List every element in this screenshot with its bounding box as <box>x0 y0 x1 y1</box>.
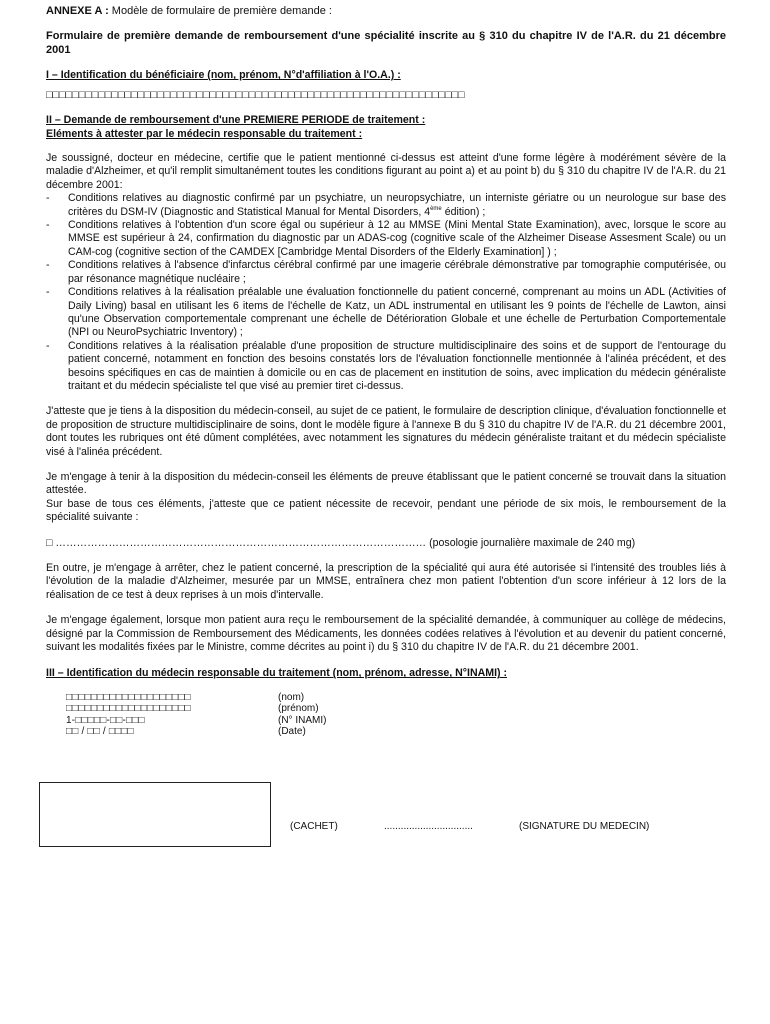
stamp-box[interactable] <box>39 782 271 847</box>
section1-heading: I – Identification du bénéficiaire (nom, prénom, N°d'affiliation à l'O.A.) : <box>46 69 401 82</box>
annexe-header <box>46 5 726 18</box>
communicate-paragraph: Je m'engage également, lorsque mon patient aura reçu le remboursement de la spécialité demandée, à communiquer au collège de médecins, désigné par la Commission de Remboursement des Médicaments, les données codées relatives à l'évolution et au devenir du patient concerné, suivant les modalités fixées par le Ministre, comme décrites au point i) du § 310 du chapitre IV de l'A.R. du 21 décembre 2001. <box>46 614 726 654</box>
condition-diagnosis-text: Conditions relatives au diagnostic confirmé par un psychiatre, un neuropsychiatre, un interniste gériatre ou un neurologue sur base des critères du DSM-IV (Diagnostic and Statistical Manual for Mental Disorders, 4 <box>68 192 726 218</box>
form-title: Formulaire de première demande de remboursement d'une spécialité inscrite au § 310 du chapitre IV de l'A.R. du 21 décembre 2001 <box>46 30 726 56</box>
cachet-label: (CACHET) <box>290 821 338 832</box>
speciality-field[interactable]: …………………………………………………………………………………………… <box>52 536 427 549</box>
label-firstname: (prénom) <box>278 703 319 715</box>
condition-infarct: - Conditions relatives à l'absence d'infarctus cérébral confirmé par une imagerie cérébrale démonstrative par tomographie computérisée, ou par résonance magnétique nucléaire ; <box>46 259 726 286</box>
annexe-label: ANNEXE A : <box>46 5 109 17</box>
document-page <box>46 5 726 740</box>
section3-heading: III – Identification du médecin responsable du traitement (nom, prénom, adresse, N°INAMI) : <box>46 667 508 680</box>
condition-mmse: - Conditions relatives à l'obtention d'un score égal ou supérieur à 12 au MMSE (Mini Mental State Examination), avec, lorsque le score au MMSE est supérieur à 24, confirmation du diagnostic par un ADAS-cog (cognitive scale of the Alzheimer Disease Assesment Scale) ou un CAM-cog (cognitive section of the CAMDEX [Cambridge Mental Disorders of the Elderly Examination] ) ; <box>46 219 726 259</box>
doctor-name-boxes[interactable]: □□□□□□□□□□□□□□□□□□□□ <box>66 691 191 703</box>
date-boxes[interactable]: □□ / □□ / □□□□ <box>66 726 134 738</box>
condition-care-structure: - Conditions relatives à la réalisation préalable d'une proposition de structure multidisciplinaire des soins et de support de l'entourage du patient concerné, notamment en fonction des besoins constatés lors de l'évaluation fonctionnelle mentionnée à l'alinéa précédent, et des besoins spécifiques en cas de maintien à domicile ou en cas de placement en institution de soins, avec implication du médecin généraliste traitant et du médecin spécialiste tel que visé au premier tiret ci-dessus. <box>46 340 726 394</box>
doctor-id-labels <box>278 692 326 738</box>
section2-heading: II – Demande de remboursement d'une PREMIERE PERIODE de traitement : <box>46 114 426 127</box>
beneficiary-id-boxes[interactable]: □□□□□□□□□□□□□□□□□□□□□□□□□□□□□□□□□□□□□□□□□□□□□□□□□□□□□□□□□□□□□□□□ <box>46 88 465 101</box>
posology-note: (posologie journalière maximale de 240 mg) <box>426 536 636 549</box>
doctor-id-boxes <box>66 692 191 738</box>
annexe-text: Modèle de formulaire de première demande : <box>108 5 332 17</box>
condition-functional-eval: - Conditions relatives à la réalisation préalable une évaluation fonctionnelle du patient concerné, comprenant au moins un ADL (Activities of Daily Living) basal en utilisant les 6 items de l'échelle de Katz, un ADL instrumental en utilisant les 9 points de l'échelle de Lawton, ainsi qu'une Observation comportementale comprenant une échelle de Détérioration Globale et une échelle de Perturbation Comportementale (NPI ou NeuroPsychiatric Inventory) ; <box>46 286 726 340</box>
doctor-firstname-boxes[interactable]: □□□□□□□□□□□□□□□□□□□□ <box>66 703 191 715</box>
label-date: (Date) <box>278 726 306 738</box>
stop-paragraph: En outre, je m'engage à arrêter, chez le patient concerné, la prescription de la spécialité qui aura été autorisée si l'intensité des troubles liés à l'évolution de la maladie d'Alzheimer, mesurée par un MMSE, entraînera chez mon patient l'obtention d'un score inférieur à 12 lors de la réalisation de ce test à deux reprises à un mois d'intervalle. <box>46 562 726 601</box>
signature-label: (SIGNATURE DU MEDECIN) <box>519 821 650 832</box>
engage-paragraph: Je m'engage à tenir à la disposition du médecin-conseil les éléments de preuve établissant que le patient concerné se trouvait dans la situation attestée. <box>46 470 726 497</box>
speciality-line <box>46 537 726 550</box>
intro-paragraph: Je soussigné, docteur en médecine, certifie que le patient mentionné ci-dessus est atteint d'une forme légère à modérément sévère de la maladie d'Alzheimer, et qu'il remplit simultanément toutes les conditions figurant au point a) et au point b) du § 310 du chapitre IV de l'A.R. du 21 décembre 2001: <box>46 152 726 191</box>
condition-diagnosis <box>46 192 726 219</box>
label-inami: (N° INAMI) <box>278 714 327 726</box>
doctor-id-grid <box>46 692 726 740</box>
section2-subheading: Eléments à attester par le médecin responsable du traitement : <box>46 127 363 140</box>
base-paragraph: Sur base de tous ces éléments, j'atteste que ce patient nécessite de recevoir, pendant une période de six mois, le remboursement de la spécialité suivante : <box>46 497 726 524</box>
speciality-checkbox[interactable]: □ <box>46 536 53 549</box>
conditions-list <box>46 192 726 393</box>
signature-dots[interactable]: ................................ <box>384 821 473 832</box>
edition-superscript: ème <box>430 205 442 212</box>
attest-paragraph: J'atteste que je tiens à la disposition du médecin-conseil, au sujet de ce patient, le formulaire de description clinique, d'évaluation fonctionnelle et de proposition de structure multidisciplinaire de soins, dont le modèle figure à l'annexe B du § 310 du chapitre IV de l'A.R. du 21 décembre 2001, dont toutes les rubriques ont été dûment complétées, avec notamment les signatures du médecin généraliste traitant et du médecin spécialiste visé à l'alinéa précédent. <box>46 405 726 458</box>
condition-diagnosis-end: édition) ; <box>441 205 486 218</box>
doctor-inami-boxes[interactable]: 1-□□□□□-□□-□□□ <box>66 714 145 726</box>
label-name: (nom) <box>278 691 305 703</box>
